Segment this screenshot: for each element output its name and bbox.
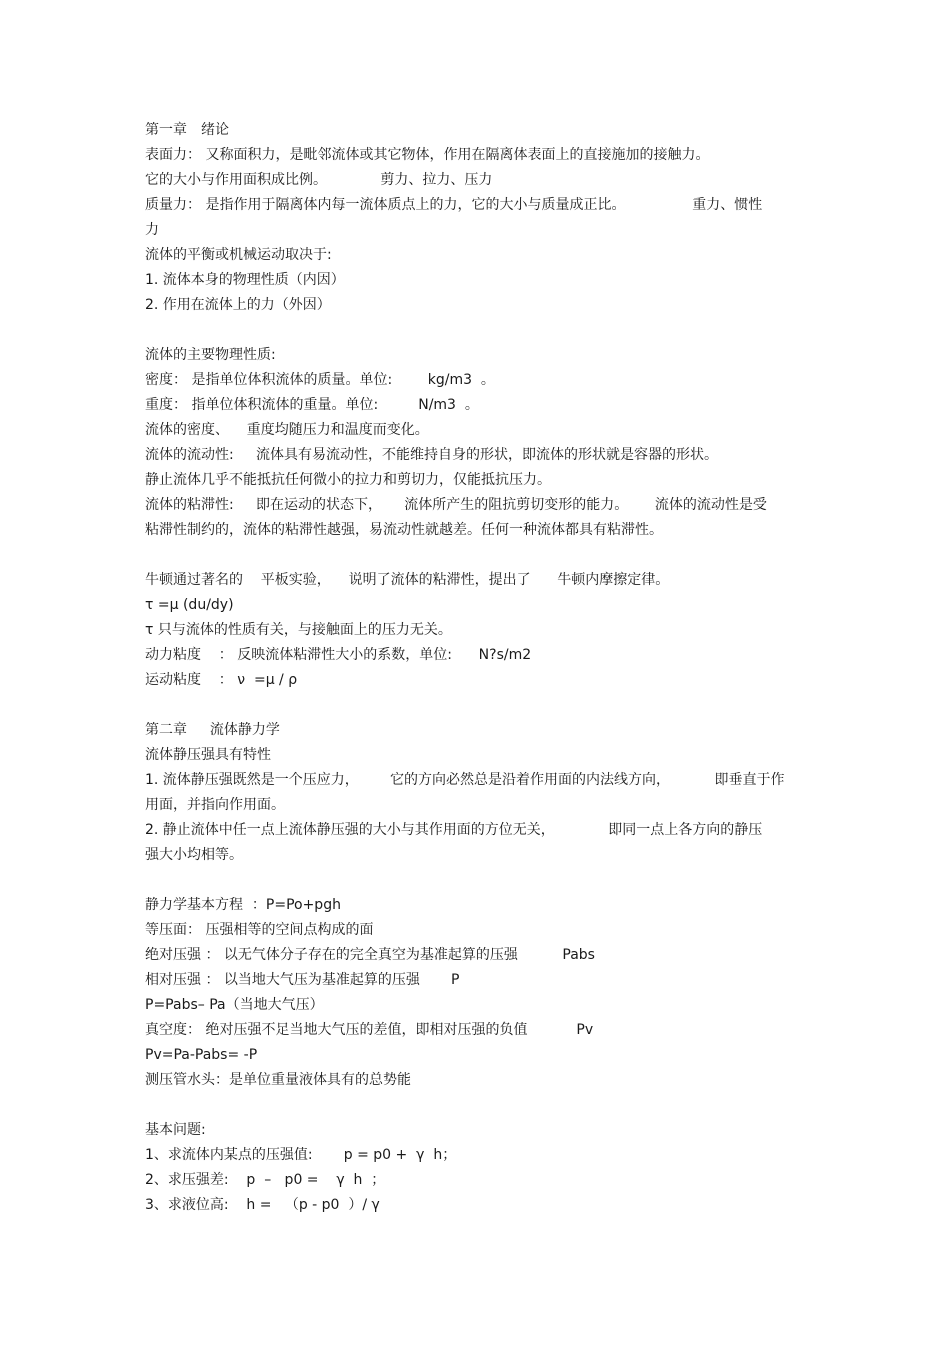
text-line: 真空度： 绝对压强不足当地大气压的差值，即相对压强的负值 Pv — [145, 1022, 594, 1038]
formula-line: Pv=Pa-Pabs= -P — [145, 1047, 258, 1063]
document-body — [145, 118, 805, 1218]
blank-line — [145, 1093, 805, 1118]
text-line: 相对压强 ： 以当地大气压为基准起算的压强 P — [145, 972, 460, 988]
text-line: 动力粘度 ： 反映流体粘滞性大小的系数，单位: N?s/m2 — [145, 647, 532, 663]
list-item: 2、求压强差: p – p0 = γ h ； — [145, 1172, 386, 1188]
text-line: 强大小均相等。 — [145, 847, 243, 863]
text-line: 流体的流动性: 流体具有易流动性，不能维持自身的形状，即流体的形状就是容器的形状。 — [145, 447, 718, 463]
text-line: 用面，并指向作用面。 — [145, 797, 285, 813]
text-line: 静止流体几乎不能抵抗任何微小的拉力和剪切力，仅能抵抗压力。 — [145, 472, 551, 488]
list-item: 3、求液位高: h = （p - p0 ）/ γ — [145, 1197, 380, 1213]
list-item: 1. 流体本身的物理性质（内因） — [145, 272, 345, 288]
formula-line: P=Pabs– Pa（当地大气压） — [145, 997, 324, 1013]
text-line: 它的大小与作用面积成比例。 剪力、拉力、压力 — [145, 172, 493, 188]
list-item: 2. 静止流体中任一点上流体静压强的大小与其作用面的方位无关， 即同一点上各方向的静压 — [145, 822, 763, 838]
text-line: 密度： 是指单位体积流体的质量。单位: kg/m3 。 — [145, 372, 495, 388]
text-line: 牛顿通过著名的 平板实验， 说明了流体的粘滞性，提出了 牛顿内摩擦定律。 — [145, 572, 670, 588]
list-item: 2. 作用在流体上的力（外因） — [145, 297, 331, 313]
text-line: 力 — [145, 222, 159, 238]
text-line: 绝对压强 ： 以无气体分子存在的完全真空为基准起算的压强 Pabs — [145, 947, 595, 963]
chapter-2-title: 第二章 流体静力学 — [145, 722, 280, 738]
text-line: 粘滞性制约的，流体的粘滞性越强，易流动性就越差。任何一种流体都具有粘滞性。 — [145, 522, 663, 538]
blank-line — [145, 693, 805, 718]
text-line: 流体的粘滞性: 即在运动的状态下， 流体所产生的阻抗剪切变形的能力。 流体的流动性是受 — [145, 497, 767, 513]
formula-line: τ =μ (du/dy) — [145, 597, 234, 613]
blank-line — [145, 543, 805, 568]
list-item: 1. 流体静压强既然是一个压应力， 它的方向必然总是沿着作用面的内法线方向， 即垂直于作 — [145, 772, 785, 788]
text-line: 重度： 指单位体积流体的重量。单位: N/m3 。 — [145, 397, 479, 413]
text-line: 表面力： 又称面积力，是毗邻流体或其它物体，作用在隔离体表面上的直接施加的接触力。 — [145, 147, 710, 163]
section-heading: 基本问题: — [145, 1122, 206, 1138]
chapter-1-title: 第一章 绪论 — [145, 122, 229, 138]
text-line: τ 只与流体的性质有关，与接触面上的压力无关。 — [145, 622, 452, 638]
text-line: 等压面： 压强相等的空间点构成的面 — [145, 922, 374, 938]
text-line: 测压管水头：是单位重量液体具有的总势能 — [145, 1072, 411, 1088]
formula-line: 静力学基本方程 ：P=Po+pgh — [145, 897, 341, 913]
formula-line: 运动粘度 ： ν =μ / ρ — [145, 672, 298, 688]
section-heading: 流体的主要物理性质: — [145, 347, 276, 363]
text-line: 流体的平衡或机械运动取决于: — [145, 247, 332, 263]
blank-line — [145, 868, 805, 893]
section-heading: 流体静压强具有特性 — [145, 747, 271, 763]
blank-line — [145, 318, 805, 343]
text-line: 流体的密度、 重度均随压力和温度而变化。 — [145, 422, 429, 438]
list-item: 1、求流体内某点的压强值: p = p0 + γ h； — [145, 1147, 457, 1163]
text-line: 质量力： 是指作用于隔离体内每一流体质点上的力，它的大小与质量成正比。 重力、惯性 — [145, 197, 763, 213]
